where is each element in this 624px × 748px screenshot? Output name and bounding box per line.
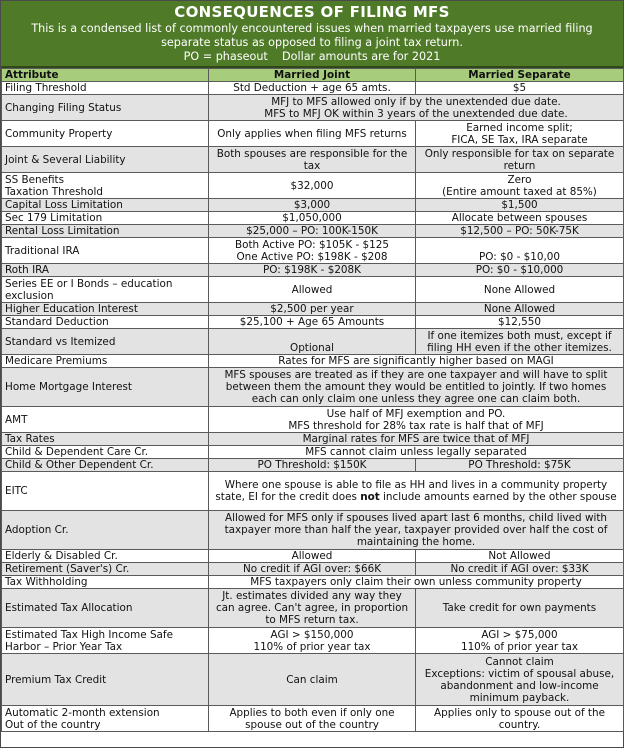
table-row — [2, 459, 624, 472]
table-row — [2, 368, 624, 407]
attribute-cell: Changing Filing Status — [2, 95, 209, 121]
attribute-cell: Estimated Tax Allocation — [2, 589, 209, 628]
attribute-cell: Estimated Tax High Income Safe Harbor – Prior Year Tax — [2, 628, 209, 654]
table-row — [2, 654, 624, 706]
married-separate-cell: Take credit for own payments — [416, 589, 624, 628]
married-joint-cell: $2,500 per year — [209, 303, 416, 316]
attribute-cell: Sec 179 Limitation — [2, 212, 209, 225]
table-row — [2, 238, 624, 264]
attribute-cell: Traditional IRA — [2, 238, 209, 264]
title-banner — [1, 1, 623, 68]
header-attribute: Attribute — [2, 69, 209, 82]
table-row — [2, 264, 624, 277]
married-joint-cell: No credit if AGI over: $66K — [209, 563, 416, 576]
spanning-value-cell: MFS cannot claim unless legally separated — [209, 446, 624, 459]
married-joint-cell: PO Threshold: $150K — [209, 459, 416, 472]
spanning-value-cell: MFJ to MFS allowed only if by the unextended due date. MFS to MFJ OK within 3 years of the unextended due date. — [209, 95, 624, 121]
attribute-cell: Series EE or I Bonds – education exclusion — [2, 277, 209, 303]
table-row — [2, 706, 624, 732]
page-title: CONSEQUENCES OF FILING MFS — [174, 3, 450, 21]
table-row — [2, 303, 624, 316]
married-separate-cell: Cannot claim Exceptions: victim of spousal abuse, abandonment and low-income minimum payback. — [416, 654, 624, 706]
intro-line: PO = phaseout Dollar amounts are for 2021 — [183, 50, 441, 63]
attribute-cell: Medicare Premiums — [2, 355, 209, 368]
intro-line: This is a condensed list of commonly encountered issues when married taxpayers use married filing — [31, 22, 593, 35]
intro-text — [1, 22, 623, 66]
table-row — [2, 225, 624, 238]
married-separate-cell: None Allowed — [416, 277, 624, 303]
married-joint-cell: $25,000 – PO: 100K-150K — [209, 225, 416, 238]
attribute-cell: Standard vs Itemized — [2, 329, 209, 355]
married-joint-cell: AGI > $150,000 110% of prior year tax — [209, 628, 416, 654]
attribute-cell: Higher Education Interest — [2, 303, 209, 316]
table-row — [2, 511, 624, 550]
married-separate-cell: AGI > $75,000 110% of prior year tax — [416, 628, 624, 654]
table-row — [2, 576, 624, 589]
attribute-cell: Adoption Cr. — [2, 511, 209, 550]
spanning-value-cell: MFS spouses are treated as if they are one taxpayer and will have to split between them the amount they would be entitled to jointly. If two homes each can only claim one unless they agree one can claim both. — [209, 368, 624, 407]
married-joint-cell: $1,050,000 — [209, 212, 416, 225]
attribute-cell: Tax Rates — [2, 433, 209, 446]
attribute-cell: AMT — [2, 407, 209, 433]
married-separate-cell: PO: $0 - $10,000 — [416, 264, 624, 277]
spanning-value-cell: MFS taxpayers only claim their own unless community property — [209, 576, 624, 589]
table-row — [2, 329, 624, 355]
intro-line: separate status as opposed to filing a joint tax return. — [161, 36, 463, 49]
spanning-value-cell: Marginal rates for MFS are twice that of MFJ — [209, 433, 624, 446]
header-married-joint: Married Joint — [209, 69, 416, 82]
attribute-cell: Roth IRA — [2, 264, 209, 277]
attribute-cell: Joint & Several Liability — [2, 147, 209, 173]
emphasis-text: not — [360, 491, 380, 503]
married-separate-cell: PO: $0 - $10,00 — [416, 238, 624, 264]
table-row — [2, 433, 624, 446]
attribute-cell: Standard Deduction — [2, 316, 209, 329]
married-separate-cell: None Allowed — [416, 303, 624, 316]
table-row — [2, 277, 624, 303]
table-row — [2, 628, 624, 654]
married-joint-cell: Only applies when filing MFS returns — [209, 121, 416, 147]
attribute-cell: Home Mortgage Interest — [2, 368, 209, 407]
married-joint-cell: Both Active PO: $105K - $125 One Active PO: $198K - $208 — [209, 238, 416, 264]
attribute-cell: Filing Threshold — [2, 82, 209, 95]
married-joint-cell: Allowed — [209, 277, 416, 303]
table-row — [2, 199, 624, 212]
married-joint-cell: Applies to both even if only one spouse out of the country — [209, 706, 416, 732]
married-joint-cell: PO: $198K - $208K — [209, 264, 416, 277]
table-row — [2, 563, 624, 576]
married-separate-cell: Zero (Entire amount taxed at 85%) — [416, 173, 624, 199]
married-separate-cell: Only responsible for tax on separate return — [416, 147, 624, 173]
married-joint-cell: Jt. estimates divided any way they can agree. Can't agree, in proportion to MFS return tax. — [209, 589, 416, 628]
married-joint-cell: $3,000 — [209, 199, 416, 212]
table-row — [2, 407, 624, 433]
married-joint-cell: Std Deduction + age 65 amts. — [209, 82, 416, 95]
married-joint-cell: Allowed — [209, 550, 416, 563]
married-separate-cell: $12,550 — [416, 316, 624, 329]
table-row — [2, 212, 624, 225]
table-row — [2, 147, 624, 173]
attribute-cell: Child & Dependent Care Cr. — [2, 446, 209, 459]
attribute-cell: Retirement (Saver's) Cr. — [2, 563, 209, 576]
table-row — [2, 82, 624, 95]
table-row — [2, 121, 624, 147]
header-married-separate: Married Separate — [416, 69, 624, 82]
table-row — [2, 316, 624, 329]
married-separate-cell: $5 — [416, 82, 624, 95]
married-separate-cell: Applies only to spouse out of the country. — [416, 706, 624, 732]
married-joint-cell: Optional — [209, 329, 416, 355]
attribute-cell: Premium Tax Credit — [2, 654, 209, 706]
married-separate-cell: Not Allowed — [416, 550, 624, 563]
cell-text: include amounts earned by the other spouse — [379, 491, 617, 503]
attribute-cell: SS Benefits Taxation Threshold — [2, 173, 209, 199]
table-row — [2, 355, 624, 368]
attribute-cell: Community Property — [2, 121, 209, 147]
attribute-cell: Child & Other Dependent Cr. — [2, 459, 209, 472]
married-joint-cell: Can claim — [209, 654, 416, 706]
attribute-cell: Tax Withholding — [2, 576, 209, 589]
table-row — [2, 95, 624, 121]
spanning-value-cell: Use half of MFJ exemption and PO. MFS threshold for 28% tax rate is half that of MFJ — [209, 407, 624, 433]
attribute-cell: Capital Loss Limitation — [2, 199, 209, 212]
cell-text: Where one spouse is able to file as HH and lives in a community property state, EI for the credit does — [215, 479, 608, 503]
married-separate-cell: No credit if AGI over: $33K — [416, 563, 624, 576]
attribute-cell: Rental Loss Limitation — [2, 225, 209, 238]
attribute-cell: Automatic 2-month extension Out of the country — [2, 706, 209, 732]
spanning-value-cell: Rates for MFS are significantly higher based on MAGI — [209, 355, 624, 368]
married-separate-cell: PO Threshold: $75K — [416, 459, 624, 472]
married-separate-cell: If one itemizes both must, except if filing HH even if the other itemizes. — [416, 329, 624, 355]
comparison-table — [1, 68, 624, 732]
married-separate-cell: $12,500 – PO: 50K-75K — [416, 225, 624, 238]
married-separate-cell: $1,500 — [416, 199, 624, 212]
table-row — [2, 589, 624, 628]
married-separate-cell: Earned income split; FICA, SE Tax, IRA separate — [416, 121, 624, 147]
married-separate-cell: Allocate between spouses — [416, 212, 624, 225]
married-joint-cell: Both spouses are responsible for the tax — [209, 147, 416, 173]
attribute-cell: Elderly & Disabled Cr. — [2, 550, 209, 563]
table-row — [2, 173, 624, 199]
married-joint-cell: $25,100 + Age 65 Amounts — [209, 316, 416, 329]
table-header-row — [2, 69, 624, 82]
spanning-value-cell: Allowed for MFS only if spouses lived apart last 6 months, child lived with taxpayer more than half the year, taxpayer provided over half the cost of maintaining the home. — [209, 511, 624, 550]
spanning-value-cell — [209, 472, 624, 511]
attribute-cell: EITC — [2, 472, 209, 511]
table-row — [2, 550, 624, 563]
table-row — [2, 472, 624, 511]
married-joint-cell: $32,000 — [209, 173, 416, 199]
table-row — [2, 446, 624, 459]
